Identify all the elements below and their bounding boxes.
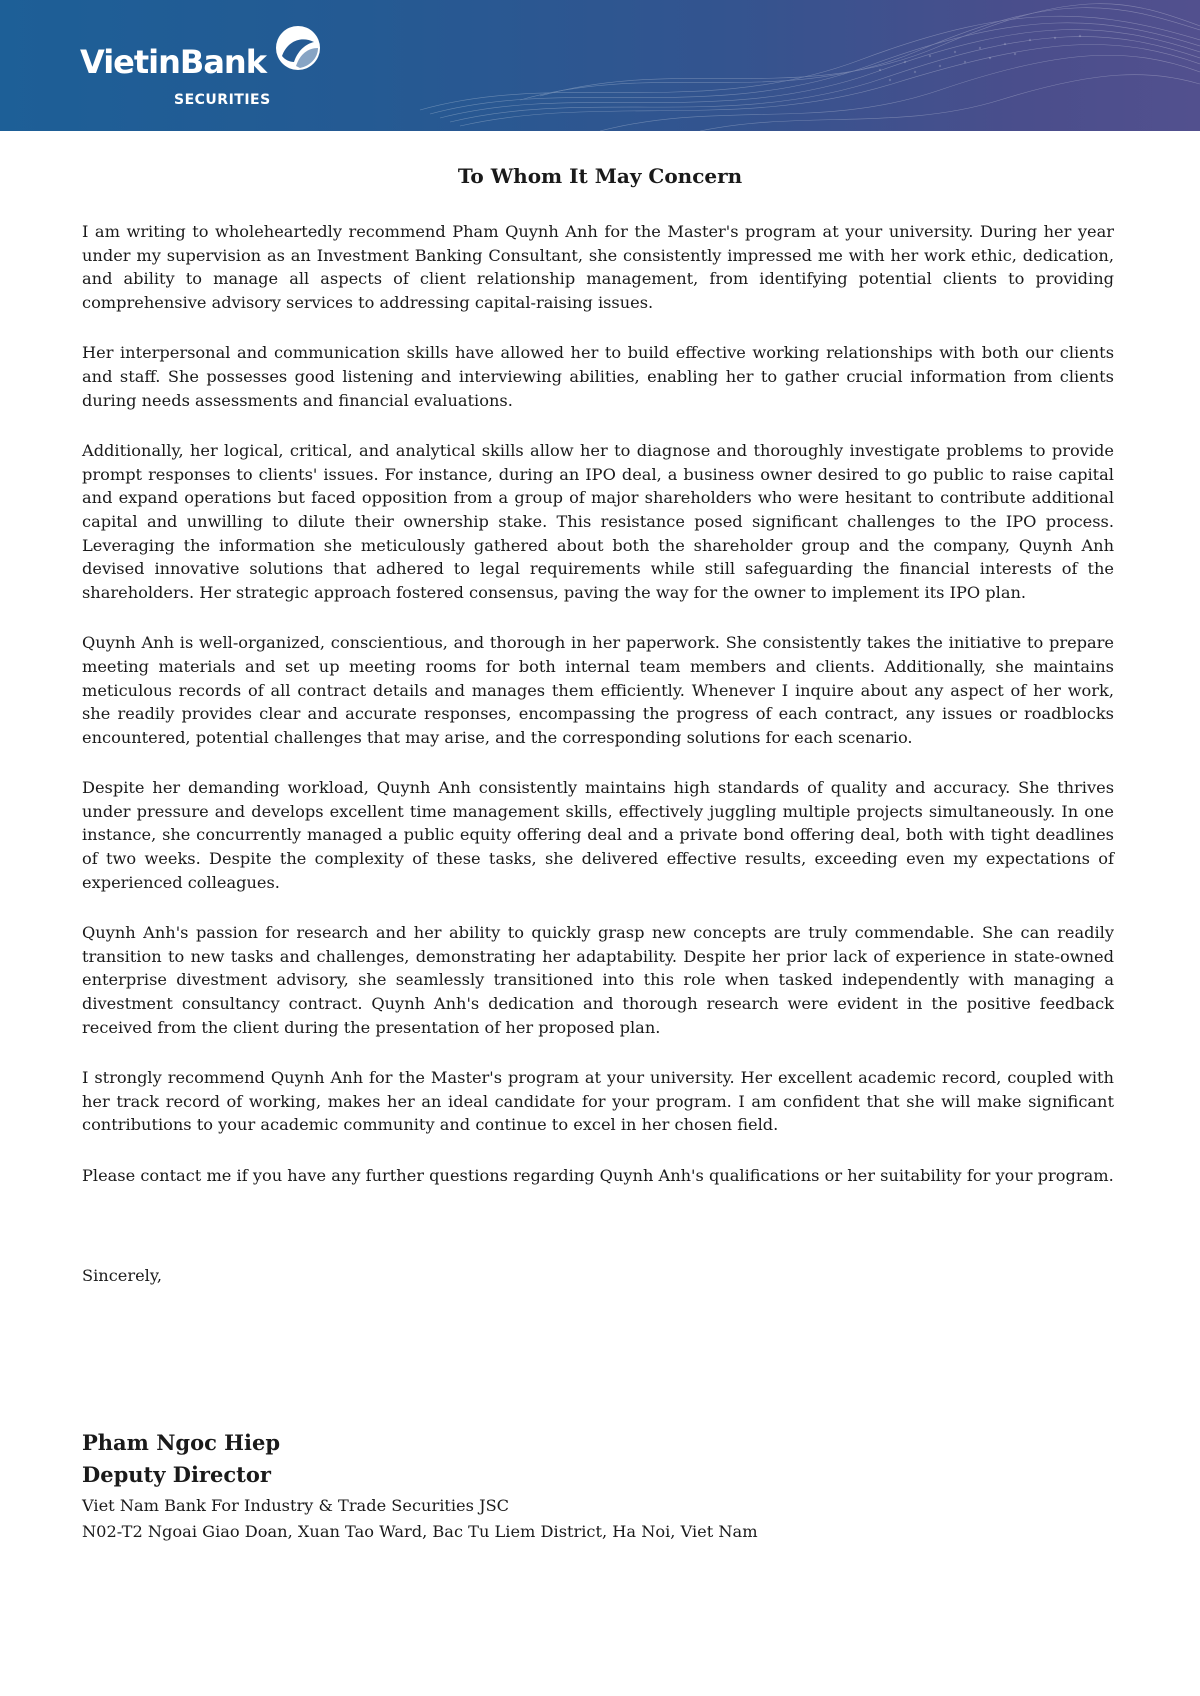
signatory-title: Deputy Director [82, 1462, 271, 1487]
logo-wordmark: VietinBank [80, 43, 266, 81]
logo-subtitle: SECURITIES [174, 92, 271, 108]
paragraph: Quynh Anh's passion for research and her ability to quickly grasp new concepts are truly commendable. She can readily transition to new tasks and challenges, demonstrating her adaptability. Despite her prior lack of experience in state-owned enterprise divestment advisory, she seamlessly transitioned into this role when tasked independently with managing a divestment consultancy contract. Quynh Anh's dedication and thorough research were evident in the positive feedback received from the client during the presentation of her proposed plan. [82, 923, 1114, 1037]
vietinbank-securities-logo [80, 22, 340, 112]
letter-body [82, 220, 1114, 1215]
signatory-company: Viet Nam Bank For Industry & Trade Securities JSC [82, 1496, 510, 1515]
paragraph: Please contact me if you have any further questions regarding Quynh Anh's qualifications or her suitability for your program. [82, 1166, 1114, 1185]
signatory-name: Pham Ngoc Hiep [82, 1430, 281, 1455]
paragraph: Additionally, her logical, critical, and analytical skills allow her to diagnose and thoroughly investigate problems to provide prompt responses to clients' issues. For instance, during an IPO deal, a business owner desired to go public to raise capital and expand operations but faced opposition from a group of major shareholders who were hesitant to contribute additional capital and unwilling to dilute their ownership stake. This resistance posed significant challenges to the IPO process. Leveraging the information she meticulously gathered about both the shareholder group and the company, Quynh Anh devised innovative solutions that adhered to legal requirements while still safeguarding the financial interests of the shareholders. Her strategic approach fostered consensus, paving the way for the owner to implement its IPO plan. [82, 441, 1114, 602]
paragraph: Her interpersonal and communication skills have allowed her to build effective working relationships with both our clients and staff. She possesses good listening and interviewing abilities, enabling her to gather crucial information from clients during needs assessments and financial evaluations. [82, 343, 1114, 410]
paragraph: Quynh Anh is well-organized, conscientious, and thorough in her paperwork. She consistently takes the initiative to prepare meeting materials and set up meeting rooms for both internal team members and clients. Additionally, she maintains meticulous records of all contract details and manages them efficiently. Whenever I inquire about any aspect of her work, she readily provides clear and accurate responses, encompassing the progress of each contract, any issues or roadblocks encountered, potential challenges that may arise, and the corresponding solutions for each scenario. [82, 633, 1114, 747]
letter-title: To Whom It May Concern [457, 164, 743, 188]
paragraph: Despite her demanding workload, Quynh Anh consistently maintains high standards of quality and accuracy. She thrives under pressure and develops excellent time management skills, effectively juggling multiple projects simultaneously. In one instance, she concurrently managed a public equity offering deal and a private bond offering deal, both with tight deadlines of two weeks. Despite the complexity of these tasks, she delivered effective results, exceeding even my expectations of experienced colleagues. [82, 778, 1114, 892]
letter-closing: Sincerely, [82, 1266, 162, 1285]
letterhead-banner [0, 0, 1200, 131]
vietinbank-mark-icon [272, 22, 324, 74]
signatory-address: N02-T2 Ngoai Giao Doan, Xuan Tao Ward, Bac Tu Liem District, Ha Noi, Viet Nam [82, 1522, 758, 1541]
paragraph: I am writing to wholeheartedly recommend Pham Quynh Anh for the Master's program at your university. During her year under my supervision as an Investment Banking Consultant, she consistently impressed me with her work ethic, dedication, and ability to manage all aspects of client relationship management, from identifying potential clients to providing comprehensive advisory services to addressing capital-raising issues. [82, 222, 1114, 312]
paragraph: I strongly recommend Quynh Anh for the Master's program at your university. Her excellent academic record, coupled with her track record of working, makes her an ideal candidate for your program. I am confident that she will make significant contributions to your academic community and continue to excel in her chosen field. [82, 1068, 1114, 1135]
